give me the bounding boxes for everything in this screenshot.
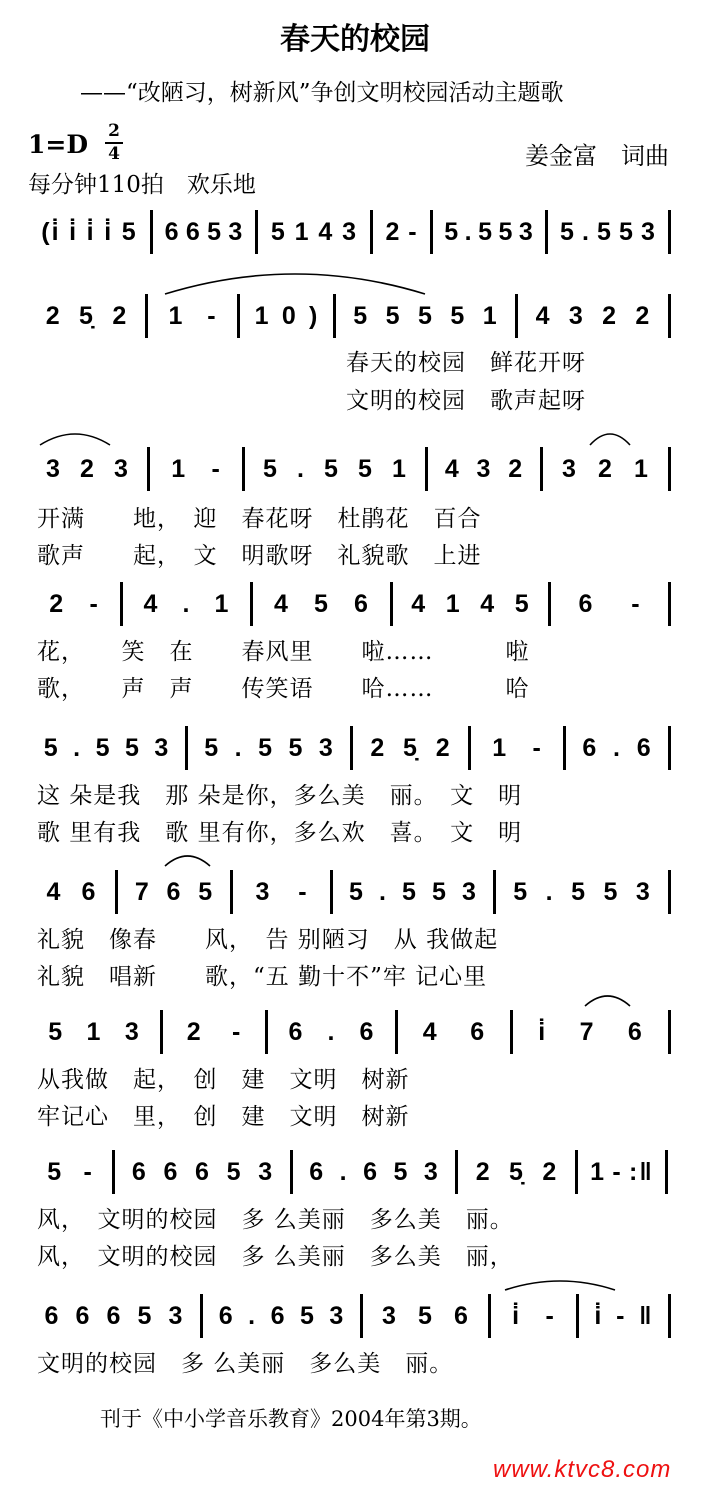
note: 6 xyxy=(359,1018,376,1046)
barline xyxy=(237,294,240,338)
lyric-line: 风， 文明的校园 多 么美丽 多么美 丽， xyxy=(37,1244,514,1270)
note: 6 xyxy=(131,1158,148,1186)
composer-credit: 姜金富 词曲 xyxy=(525,142,669,170)
note: 5 xyxy=(270,218,287,246)
barline xyxy=(575,1150,578,1194)
note: 5̣ xyxy=(79,302,95,330)
note: 5 xyxy=(358,455,374,483)
note: i̇ xyxy=(512,1302,522,1330)
barline xyxy=(112,1150,115,1194)
note: - xyxy=(631,590,642,618)
lyric-line: 这 朵是我 那 朵是你，多么美 丽。 文 明 xyxy=(37,783,523,809)
note: 7 xyxy=(579,1018,596,1046)
note: 5 xyxy=(353,302,370,330)
measure xyxy=(37,302,137,331)
note: . xyxy=(297,455,306,483)
note: 6 xyxy=(166,878,183,906)
note: 5 xyxy=(314,590,330,618)
note: i̇ xyxy=(538,1018,548,1046)
barline xyxy=(668,210,671,254)
time-signature-bottom: 4 xyxy=(108,144,120,164)
barline xyxy=(145,294,148,338)
lyric-line: 花， 笑 在 春风里 啦…… 啦 xyxy=(37,639,530,665)
barline xyxy=(120,582,123,626)
note: 3 xyxy=(518,218,535,246)
barline xyxy=(200,1294,203,1338)
barline xyxy=(147,447,150,491)
slur-mark xyxy=(585,986,630,1006)
lyric-line: 歌 里有我 歌 里有你，多么欢 喜。 文 明 xyxy=(37,820,523,846)
lyric-line: 春天的校园 鲜花开呀 xyxy=(346,350,586,376)
barline xyxy=(510,1010,513,1054)
note: - xyxy=(612,1158,623,1186)
note: 5 xyxy=(95,734,112,762)
note: 1 xyxy=(492,734,509,762)
note: 1 xyxy=(171,455,188,483)
barline xyxy=(390,582,393,626)
note: 6 xyxy=(288,1018,305,1046)
note: :‖ xyxy=(629,1158,654,1186)
note: 2 xyxy=(542,1158,559,1186)
note: 6 xyxy=(81,878,98,906)
note: 3 xyxy=(168,1302,185,1330)
measure xyxy=(159,455,234,484)
measure xyxy=(37,878,107,907)
measure xyxy=(442,218,537,247)
measure xyxy=(342,878,485,907)
note: 6 xyxy=(270,1302,287,1330)
note: 5 xyxy=(603,878,620,906)
note: ) xyxy=(309,302,320,330)
note: 5 xyxy=(450,302,467,330)
lyric-line: 歌声 起， 文 明歌呀 礼貌歌 上进 xyxy=(37,543,482,569)
note: 4 xyxy=(422,1018,439,1046)
note: 3 xyxy=(228,218,245,246)
note: 6 xyxy=(470,1018,487,1046)
note: 5 xyxy=(444,218,461,246)
measure xyxy=(124,1158,282,1187)
barline xyxy=(668,582,671,626)
barline xyxy=(493,870,496,914)
note: 3 xyxy=(462,878,478,906)
barline xyxy=(488,1294,491,1338)
note: 1 xyxy=(634,455,650,483)
barline xyxy=(540,447,543,491)
barline xyxy=(430,210,433,254)
barline xyxy=(668,726,671,770)
note: 5 xyxy=(402,878,418,906)
note: 3 xyxy=(124,1018,141,1046)
note: - xyxy=(211,455,222,483)
note: 4 xyxy=(46,878,63,906)
note: 2 xyxy=(186,1018,203,1046)
note: 5 xyxy=(432,878,448,906)
measure xyxy=(362,734,460,763)
note: 2 xyxy=(49,590,66,618)
note: 2 xyxy=(508,455,525,483)
note: . xyxy=(182,590,192,618)
note: - xyxy=(89,590,100,618)
measure xyxy=(127,878,222,907)
note: 3 xyxy=(318,734,335,762)
lyric-line: 开满 地， 迎 春花呀 杜鹃花 百合 xyxy=(37,506,482,532)
note: 6 xyxy=(75,1302,92,1330)
measure xyxy=(588,1302,660,1331)
measure xyxy=(277,1018,387,1047)
note: 6 xyxy=(636,734,653,762)
note: 6 xyxy=(582,734,599,762)
note: - xyxy=(83,1158,94,1186)
barline xyxy=(468,726,471,770)
barline xyxy=(548,582,551,626)
note: 5 xyxy=(385,302,402,330)
measure xyxy=(467,1158,567,1187)
note: 3 xyxy=(641,218,657,246)
note: 5̣ xyxy=(403,734,419,762)
page-subtitle: ——“改陋习，树新风”争创文明校园活动主题歌 xyxy=(80,80,564,106)
barline xyxy=(333,294,336,338)
note: 6 xyxy=(454,1302,470,1330)
note: 6 xyxy=(354,590,370,618)
slur-mark xyxy=(505,1272,615,1290)
note: 6 xyxy=(309,1158,326,1186)
note: . xyxy=(464,218,474,246)
note: 2 xyxy=(80,455,96,483)
note: 3 xyxy=(635,878,652,906)
note: 5 xyxy=(226,1158,243,1186)
barline xyxy=(250,582,253,626)
barline xyxy=(425,447,428,491)
measure xyxy=(254,455,417,484)
note: 3 xyxy=(562,455,578,483)
slur-mark xyxy=(165,254,425,294)
measure xyxy=(37,1158,104,1187)
note: . xyxy=(248,1302,258,1330)
note: 2 xyxy=(112,302,129,330)
note: 1 xyxy=(294,218,311,246)
measure xyxy=(382,218,422,247)
note: 4 xyxy=(143,590,160,618)
note: 6 xyxy=(185,218,202,246)
note: 0 xyxy=(281,302,298,330)
note: 5 xyxy=(619,218,635,246)
note: 4 xyxy=(411,590,428,618)
note: 1 xyxy=(590,1158,607,1186)
note: 3 xyxy=(423,1158,440,1186)
measure xyxy=(557,218,660,247)
note: 5 xyxy=(258,734,274,762)
note: 5 xyxy=(597,218,613,246)
measure xyxy=(162,218,247,247)
note: 4 xyxy=(318,218,335,246)
measure xyxy=(437,455,532,484)
measure xyxy=(249,302,325,331)
note: 2 xyxy=(602,302,619,330)
note: 3 xyxy=(342,218,359,246)
barline xyxy=(230,870,233,914)
barline xyxy=(515,294,518,338)
slur-mark xyxy=(40,423,110,445)
note: 7 xyxy=(134,878,151,906)
note: 5 xyxy=(393,1158,410,1186)
measure xyxy=(37,734,177,763)
note: 5 xyxy=(137,1302,154,1330)
note: 5 xyxy=(498,218,515,246)
note: - xyxy=(231,1018,243,1046)
note: 6 xyxy=(164,218,181,246)
note: 5 xyxy=(288,734,305,762)
note: 1 xyxy=(482,302,499,330)
note: . xyxy=(73,734,83,762)
measure xyxy=(560,590,660,619)
barline xyxy=(395,1010,398,1054)
publication-note: 刊于《中小学音乐教育》2004年第3期。 xyxy=(100,1407,482,1431)
measure xyxy=(302,1158,447,1187)
measure xyxy=(37,590,112,619)
note: 5 xyxy=(204,734,221,762)
slur-mark xyxy=(165,846,210,866)
note: 5 xyxy=(198,878,215,906)
note: 5 xyxy=(263,455,279,483)
note: 5 xyxy=(47,1158,64,1186)
measure xyxy=(242,878,322,907)
barline xyxy=(668,1010,671,1054)
barline xyxy=(563,726,566,770)
lyric-line: 从我做 起， 创 建 文明 树新 xyxy=(37,1067,410,1093)
measure xyxy=(212,1302,352,1331)
note: 5̣ xyxy=(509,1158,525,1186)
lyric-line: 文明的校园 多 么美丽 多么美 丽。 xyxy=(37,1351,454,1377)
note: 4 xyxy=(480,590,497,618)
note: 3 xyxy=(568,302,585,330)
note: - xyxy=(616,1302,627,1330)
note: i̇ xyxy=(594,1302,604,1330)
time-signature-top: 2 xyxy=(108,121,120,141)
measure xyxy=(372,1302,480,1331)
barline xyxy=(185,726,188,770)
barline xyxy=(545,210,548,254)
note: 5 xyxy=(299,1302,316,1330)
measure xyxy=(37,1018,152,1047)
note: . xyxy=(582,218,591,246)
note: 1 xyxy=(392,455,408,483)
measure xyxy=(552,455,660,484)
note: 3 xyxy=(329,1302,346,1330)
note: 3 xyxy=(255,878,272,906)
measure xyxy=(37,1302,192,1331)
barline xyxy=(255,210,258,254)
barline xyxy=(668,1294,671,1338)
measure xyxy=(575,734,660,763)
key-signature: 1=D xyxy=(28,130,89,159)
note: - xyxy=(298,878,309,906)
note: 3 xyxy=(46,455,62,483)
note: 2 xyxy=(385,218,402,246)
barline xyxy=(360,1294,363,1338)
measure xyxy=(37,218,142,247)
measure xyxy=(505,878,660,907)
note: 2 xyxy=(370,734,387,762)
page-title: 春天的校园 xyxy=(280,22,430,57)
note: i̇ xyxy=(86,218,96,246)
lyric-line: 文明的校园 歌声起呀 xyxy=(346,388,586,414)
measure xyxy=(267,218,362,247)
note: 5 xyxy=(478,218,494,246)
note: 6 xyxy=(106,1302,123,1330)
note: 6 xyxy=(363,1158,379,1186)
note: (i̇ xyxy=(41,218,61,246)
barline xyxy=(668,294,671,338)
note: 2 xyxy=(475,1158,492,1186)
measure xyxy=(500,1302,568,1331)
note: i̇ xyxy=(69,218,79,246)
note: 6 xyxy=(195,1158,211,1186)
note: 3 xyxy=(476,455,493,483)
note: 4 xyxy=(274,590,290,618)
note: - xyxy=(408,218,419,246)
note: 1 xyxy=(214,590,231,618)
note: - xyxy=(532,734,543,762)
measure xyxy=(402,590,540,619)
lyric-line: 风， 文明的校园 多 么美丽 多么美 丽。 xyxy=(37,1207,514,1233)
note: 1 xyxy=(254,302,271,330)
barline xyxy=(350,726,353,770)
note: 5 xyxy=(324,455,340,483)
note: 6 xyxy=(44,1302,61,1330)
note: . xyxy=(234,734,244,762)
note: 5 xyxy=(418,1302,434,1330)
note: 5 xyxy=(207,218,224,246)
time-signature xyxy=(103,122,125,164)
note: 2 xyxy=(45,302,62,330)
measure xyxy=(407,1018,502,1047)
barline xyxy=(668,447,671,491)
barline xyxy=(160,1010,163,1054)
note: 1 xyxy=(168,302,185,330)
note: - xyxy=(207,302,218,330)
note: . xyxy=(613,734,622,762)
barline xyxy=(665,1150,668,1194)
tempo-marking: 每分钟110拍 欢乐地 xyxy=(28,172,256,198)
barline xyxy=(265,1010,268,1054)
note: 2 xyxy=(435,734,452,762)
barline xyxy=(455,1150,458,1194)
lyric-line: 礼貌 像春 风， 告 别陋习 从 我做起 xyxy=(37,927,499,953)
note: 5 xyxy=(48,1018,65,1046)
note: 5 xyxy=(514,590,531,618)
barline xyxy=(370,210,373,254)
note: 3 xyxy=(258,1158,275,1186)
note: 5 xyxy=(43,734,60,762)
note: 3 xyxy=(154,734,171,762)
measure xyxy=(157,302,229,331)
note: 3 xyxy=(114,455,130,483)
lyric-line: 牢记心 里， 创 建 文明 树新 xyxy=(37,1104,410,1130)
note: 3 xyxy=(382,1302,398,1330)
note: 5 xyxy=(571,878,587,906)
note: 2 xyxy=(598,455,614,483)
note: 6 xyxy=(627,1018,644,1046)
note: . xyxy=(339,1158,349,1186)
note: 2 xyxy=(635,302,652,330)
measure xyxy=(527,302,660,331)
note: . xyxy=(545,878,555,906)
note: - xyxy=(545,1302,556,1330)
watermark-logo: www.ktvc8.com xyxy=(493,1456,672,1483)
note: 5 xyxy=(513,878,530,906)
measure xyxy=(480,734,555,763)
measure xyxy=(197,734,342,763)
measure xyxy=(522,1018,660,1047)
measure xyxy=(132,590,242,619)
note: 6 xyxy=(578,590,595,618)
measure xyxy=(37,455,139,484)
measure xyxy=(345,302,507,331)
note: 5 xyxy=(121,218,138,246)
measure xyxy=(587,1158,657,1187)
note: 6 xyxy=(218,1302,235,1330)
barline xyxy=(150,210,153,254)
barline xyxy=(242,447,245,491)
note: . xyxy=(327,1018,337,1046)
note: 5 xyxy=(124,734,141,762)
note: ‖ xyxy=(639,1302,654,1330)
note: 1 xyxy=(445,590,462,618)
note: 1 xyxy=(86,1018,103,1046)
barline xyxy=(668,870,671,914)
lyric-line: 歌， 声 声 传笑语 哈…… 哈 xyxy=(37,676,530,702)
note: 5 xyxy=(349,878,365,906)
note: 6 xyxy=(163,1158,180,1186)
note: 5 xyxy=(560,218,576,246)
slur-mark xyxy=(590,423,630,445)
barline xyxy=(115,870,118,914)
barline xyxy=(330,870,333,914)
barline xyxy=(576,1294,579,1338)
note: . xyxy=(379,878,388,906)
measure xyxy=(262,590,382,619)
note: 4 xyxy=(535,302,552,330)
lyric-line: 礼貌 唱新 歌，“五 勤十不”牢 记心里 xyxy=(37,964,488,990)
note: i̇ xyxy=(104,218,114,246)
measure xyxy=(172,1018,257,1047)
note: 4 xyxy=(444,455,461,483)
note: 5 xyxy=(418,302,434,330)
barline xyxy=(290,1150,293,1194)
